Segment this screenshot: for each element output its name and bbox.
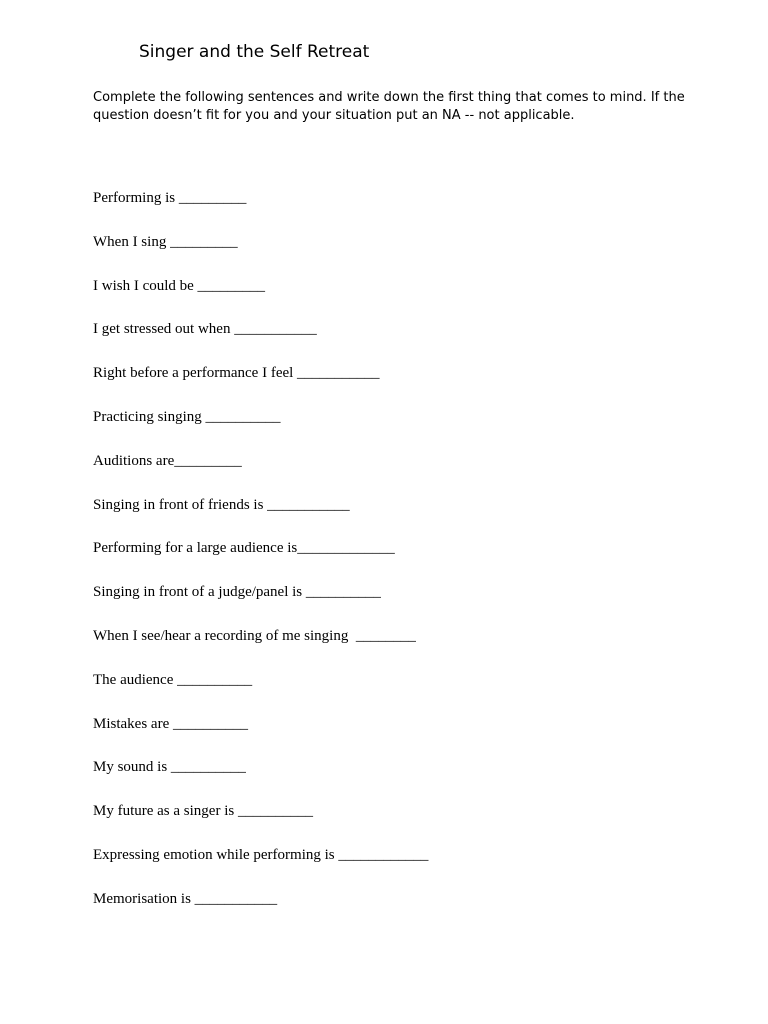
question-memorisation: Memorisation is ___________: [93, 890, 278, 907]
question-when-i-sing: When I sing _________: [93, 233, 238, 250]
page-title: Singer and the Self Retreat: [139, 42, 370, 62]
question-before-performance: Right before a performance I feel ___________: [93, 365, 380, 382]
question-future: My future as a singer is __________: [93, 803, 313, 820]
question-mistakes: Mistakes are __________: [93, 715, 248, 732]
question-judge-panel: Singing in front of a judge/panel is __________: [93, 584, 381, 601]
question-practicing: Practicing singing __________: [93, 408, 281, 425]
question-list: [93, 188, 428, 933]
question-auditions: Auditions are_________: [93, 452, 242, 469]
question-emotion: Expressing emotion while performing is ____________: [93, 846, 429, 863]
question-stressed: I get stressed out when ___________: [93, 321, 317, 338]
question-performing: Performing is _________: [93, 190, 247, 206]
question-recording: When I see/hear a recording of me singing ________: [93, 627, 416, 644]
question-friends: Singing in front of friends is ___________: [93, 496, 350, 513]
question-i-wish: I wish I could be _________: [93, 277, 266, 294]
question-audience: The audience __________: [93, 671, 253, 688]
instructions-paragraph: Complete the following sentences and write down the first thing that comes to mind. If the question doesn’t fit for you and your situation put an NA -- not applicable.: [93, 90, 685, 123]
question-large-audience: Performing for a large audience is_____________: [93, 540, 395, 557]
question-my-sound: My sound is __________: [93, 759, 246, 776]
